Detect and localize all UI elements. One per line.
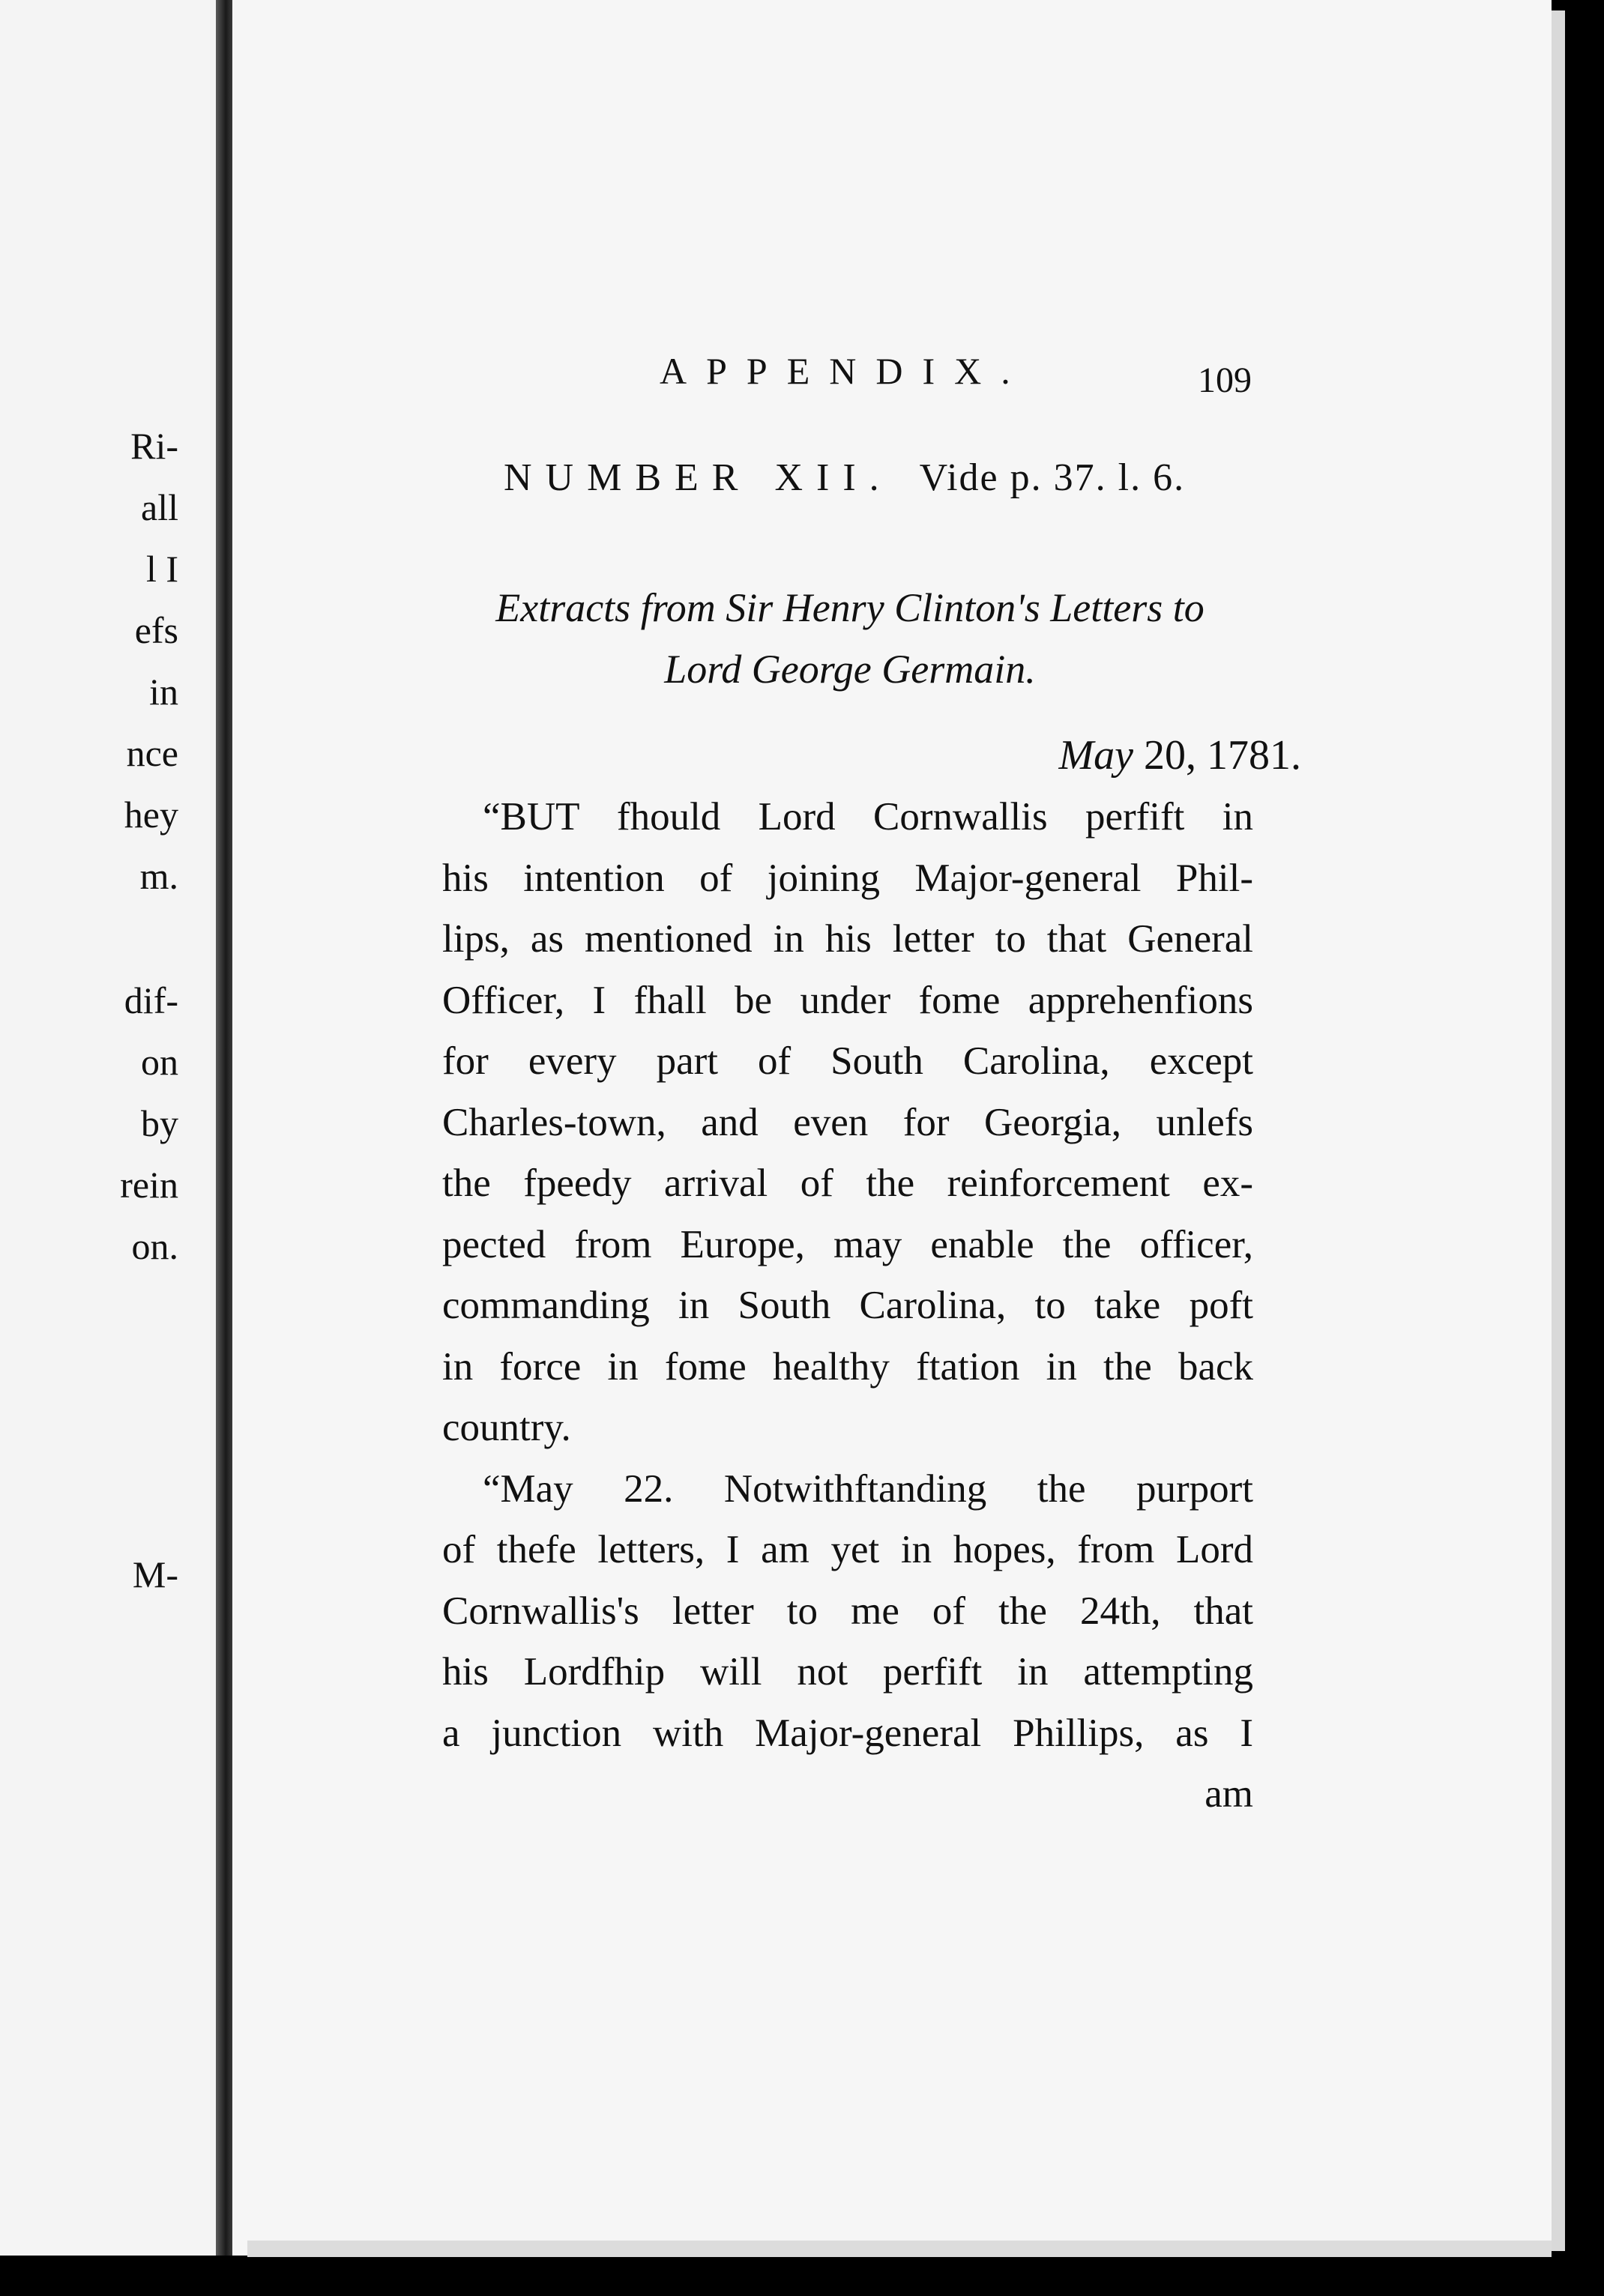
body-line: of thefe letters, I am yet in hopes, from Lord	[442, 1528, 1253, 1571]
left-page-fragment: m.	[139, 855, 178, 897]
body-line: his intention of joining Major-general Phil-	[442, 856, 1253, 900]
section-number: NUMBER XII.	[504, 456, 893, 499]
catchword: am	[1204, 1772, 1253, 1816]
date-rest: 20, 1781.	[1144, 732, 1301, 779]
body-line: pected from Europe, may enable the officer,	[442, 1222, 1253, 1266]
extract-title	[442, 577, 1258, 700]
left-page-fragment: nce	[126, 732, 178, 774]
body-line: lips, as mentioned in his letter to that General	[442, 917, 1253, 961]
title-line: Lord George Germain.	[664, 647, 1036, 692]
date-month: May	[1058, 732, 1133, 779]
left-page-fragment: efs	[134, 609, 178, 651]
page-edge-right	[1552, 10, 1565, 2251]
body-line: the fpeedy arrival of the reinforcement ex-	[442, 1161, 1253, 1205]
page-edge-bottom	[247, 2241, 1552, 2257]
title-line: Extracts from Sir Henry Clinton's Letters to	[495, 585, 1204, 630]
left-page-fragment: hey	[124, 794, 178, 836]
body-line: “BUT fhould Lord Cornwallis perfift in	[483, 795, 1253, 839]
body-line: country.	[442, 1406, 571, 1449]
letter-date	[1058, 732, 1301, 779]
body-line: for every part of South Carolina, except	[442, 1039, 1253, 1083]
body-line: “May 22. Notwithftanding the purport	[483, 1466, 1253, 1511]
body-text	[442, 787, 1253, 1825]
left-page-fragment: on	[141, 1041, 178, 1083]
running-head: APPENDIX.	[660, 350, 1030, 392]
body-line: a junction with Major-general Phillips, as I	[442, 1711, 1253, 1755]
book-gutter	[216, 0, 232, 2256]
left-page-fragment: rein	[120, 1164, 178, 1206]
left-page-fragment: in	[149, 671, 178, 713]
body-line: Officer, I fhall be under fome apprehenfions	[442, 978, 1253, 1022]
section-heading	[504, 456, 1186, 499]
body-line: his Lordfhip will not perfift in attempting	[442, 1650, 1253, 1694]
body-line: commanding in South Carolina, to take poft	[442, 1284, 1253, 1327]
section-reference: Vide p. 37. l. 6.	[919, 456, 1186, 499]
left-page-fragment: by	[141, 1102, 178, 1144]
left-page-fragment: on.	[131, 1225, 178, 1267]
page-number: 109	[1198, 360, 1252, 400]
left-page-fragment: M-	[132, 1553, 178, 1595]
left-page-fragment: l I	[145, 548, 178, 590]
left-page-fragment: Ri-	[130, 425, 178, 467]
body-line: Cornwallis's letter to me of the 24th, that	[442, 1589, 1253, 1633]
body-line: Charles-town, and even for Georgia, unlefs	[442, 1100, 1253, 1144]
body-line: in force in fome healthy ftation in the back	[442, 1344, 1253, 1389]
left-page-fragment: dif-	[124, 979, 178, 1021]
left-page-fragment: all	[141, 486, 178, 528]
left-page	[0, 0, 225, 2256]
